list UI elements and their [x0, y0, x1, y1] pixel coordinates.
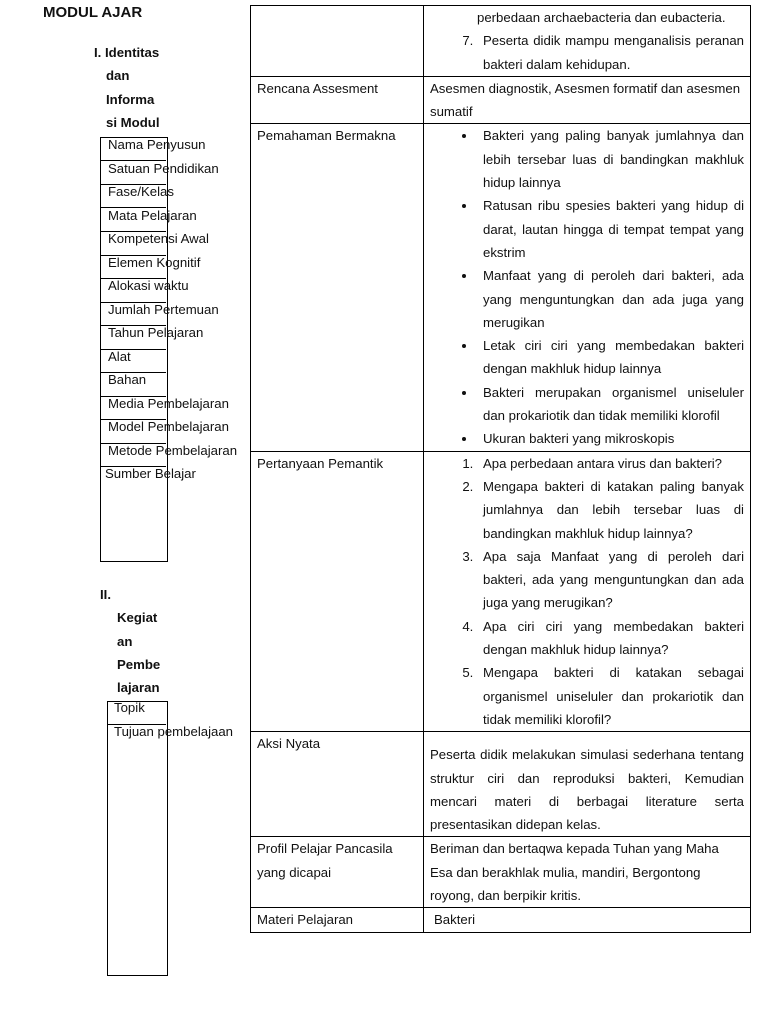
guiding-questions-value	[424, 451, 751, 732]
table-row	[251, 124, 751, 451]
bullet-list	[430, 124, 744, 450]
subject-matter-label: Materi Pelajaran	[251, 908, 424, 932]
section-1-heading	[94, 41, 159, 134]
list-item: • Manfaat yang di peroleh dari bakteri, ada yang menguntungkan dan ada juga yang merugikan	[477, 264, 744, 334]
row-divider	[100, 443, 166, 444]
identity-item: Jumlah Pertemuan	[108, 301, 219, 317]
subject-matter-value: Bakteri	[424, 908, 751, 932]
identity-item: Metode Pembelajaran	[108, 442, 238, 458]
guiding-questions-label: Pertanyaan Pemantik	[251, 451, 424, 732]
list-item: • Bakteri merupakan organismel uniseluler dan prokariotik dan tidak memiliki klorofil	[477, 381, 744, 428]
identity-item: Nama Penyusun	[108, 137, 206, 152]
activity-item: Topik	[114, 700, 145, 715]
numbered-list	[430, 452, 744, 732]
section-1-heading-line: si Modul	[106, 114, 160, 130]
table-row	[251, 76, 751, 124]
assessment-value: Asesmen diagnostik, Asesmen formatif dan asesmen sumatif	[424, 76, 751, 124]
section-2-heading	[100, 583, 160, 699]
section-1-heading-line: Informa	[106, 91, 155, 107]
table-row	[251, 908, 751, 932]
identity-item: Mata Pelajaran	[108, 207, 197, 223]
activity-list	[107, 700, 257, 750]
activity-item: Tujuan pembelajaan	[114, 723, 234, 739]
row-divider	[100, 396, 166, 397]
identity-item: Fase/Kelas	[108, 184, 174, 199]
identity-item: Model Pembelajaran	[108, 419, 229, 434]
identity-item: Alat	[108, 348, 131, 364]
identity-item: Alokasi waktu	[108, 278, 189, 293]
list-item: • Ukuran bakteri yang mikroskopis	[477, 427, 744, 450]
section-1-heading-line: dan	[106, 68, 130, 84]
table-value-cell	[424, 6, 751, 77]
list-item: • Ratusan ribu spesies bakteri yang hidup di darat, lautan hingga di tempat tempat yang ekstrim	[477, 194, 744, 264]
row-divider	[100, 349, 166, 350]
pancasila-profile-label: Profil Pelajar Pancasila yang dicapai	[251, 837, 424, 908]
table-label-cell	[251, 6, 424, 77]
identity-item: Media Pembelajaran	[108, 395, 229, 411]
row-divider	[100, 231, 166, 232]
row-divider	[100, 302, 166, 303]
module-table	[250, 5, 751, 933]
row-divider	[100, 466, 166, 467]
objective-continuation: perbedaan archaebacteria dan eubacteria.	[477, 10, 726, 25]
section-2-heading-line: an	[117, 633, 133, 649]
row-divider	[100, 372, 166, 373]
list-item: 3. Apa saja Manfaat yang di peroleh dari bakteri, ada yang menguntungkan dan ada juga yang merugikan?	[477, 545, 744, 615]
list-item: • Letak ciri ciri yang membedakan bakteri dengan makhluk hidup lainnya	[477, 334, 744, 381]
table-row	[251, 6, 751, 77]
real-action-label: Aksi Nyata	[251, 732, 424, 837]
identity-item: Bahan	[108, 372, 147, 387]
list-item: • Bakteri yang paling banyak jumlahnya dan lebih tersebar luas di bandingkan makhluk hidup lainnya	[477, 124, 744, 194]
row-divider	[100, 184, 166, 185]
row-divider	[100, 160, 166, 161]
section-2-heading-line: Kegiat	[117, 610, 158, 626]
table-row	[251, 837, 751, 908]
identity-item: Satuan Pendidikan	[108, 160, 219, 176]
row-divider	[100, 325, 166, 326]
real-action-value: Peserta didik melakukan simulasi sederhana tentang struktur ciri dan reproduksi bakteri, Kemudian mencari materi di berbagai literature serta presentasikan didepan kelas.	[424, 732, 751, 837]
pancasila-profile-value: Beriman dan bertaqwa kepada Tuhan yang Maha Esa dan berakhlak mulia, mandiri, Bergontong royong, dan berpikir kritis.	[424, 837, 751, 908]
meaningful-understanding-value	[424, 124, 751, 451]
row-divider	[100, 207, 166, 208]
list-item: 5. Mengapa bakteri di katakan sebagai organismel uniseluler dan prokariotik dan tidak memiliki klorofil?	[477, 661, 744, 731]
list-item: 1. Apa perbedaan antara virus dan bakteri?	[477, 452, 744, 475]
list-item: 4. Apa ciri ciri yang membedakan bakteri dengan makhluk hidup lainnya?	[477, 615, 744, 662]
section-1-heading-line: I. Identitas	[94, 45, 160, 60]
document-title: MODUL AJAR	[43, 4, 143, 21]
section-2-heading-line: lajaran	[117, 680, 160, 696]
list-item: 2. Mengapa bakteri di katakan paling banyak jumlahnya dan lebih tersebar luas di bandingkan makhluk hidup lainnya?	[477, 475, 744, 545]
table-row	[251, 451, 751, 732]
identity-item: Sumber Belajar	[105, 466, 196, 481]
section-2-heading-line: Pembe	[117, 656, 161, 672]
identity-item: Elemen Kognitif	[108, 254, 201, 270]
objective-list	[430, 29, 744, 76]
row-divider	[100, 419, 166, 420]
table-row	[251, 732, 751, 837]
section-2-heading-line: II.	[100, 587, 111, 602]
row-divider	[100, 278, 166, 279]
identity-item: Tahun Pelajaran	[108, 325, 204, 340]
meaningful-understanding-label: Pemahaman Bermakna	[251, 124, 424, 451]
assessment-label: Rencana Assesment	[251, 76, 424, 124]
row-divider	[100, 255, 166, 256]
identity-item: Kompetensi Awal	[108, 231, 209, 246]
identity-list	[100, 137, 238, 481]
list-item: 7. Peserta didik mampu menganalisis peranan bakteri dalam kehidupan.	[477, 29, 744, 76]
